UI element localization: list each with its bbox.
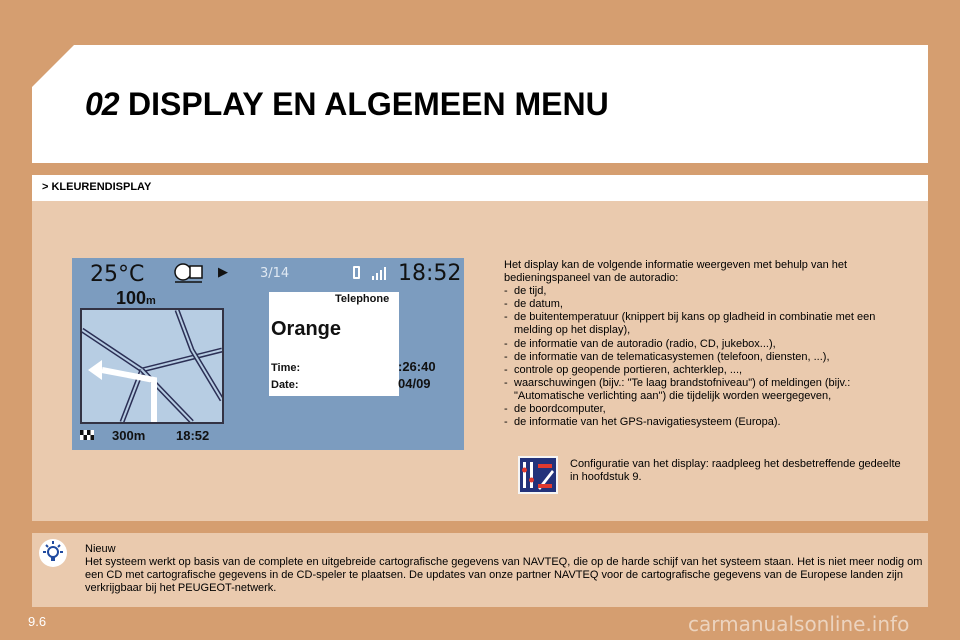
list-item: - de informatie van de autoradio (radio, CD, jukebox...), [504,338,914,351]
signal-bars-icon [372,266,390,280]
list-item: - de tijd, [504,285,914,298]
list-item: - de informatie van de telematicasystemen (telefoon, diensten, ...), [504,351,914,364]
screen-bottom-distance: 300m [112,428,146,443]
settings-icon-graphic [520,458,556,492]
section-label: > KLEURENDISPLAY [42,181,152,193]
list-item: - controle op geopende portieren, achterklep, ..., [504,364,914,377]
list-item: - de buitentemperatuur (knippert bij kans op gladheid in combinatie met een melding op het display), [504,311,914,337]
list-item: - de boordcomputer, [504,403,914,416]
popup-operator: Orange [271,318,342,340]
screen-distance-unit: m [146,295,156,307]
popup-date-label: Date: [271,379,299,391]
chapter-number: 02 [85,86,119,122]
list-item: - waarschuwingen (bijv.: "Te laag brandstofniveau") of meldingen (bijv.: "Automatische verlichting aan") die tijdelijk worden weergegeven, [504,377,914,403]
screen-bottom-time: 18:52 [176,428,210,443]
settings-icon [518,456,558,494]
screen-time-value: :26:40 [398,359,436,374]
map-roads-graphic [82,310,222,422]
screen-clock: 18:52 [398,261,462,286]
lightbulb-icon [38,538,68,568]
note-text [85,543,925,595]
popup-title: Telephone [335,293,390,305]
checkered-flag-icon [80,430,94,440]
description-block [504,259,914,429]
list-item: - de datum, [504,298,914,311]
play-icon: ▶ [218,264,228,279]
screen-map [80,308,224,424]
screen-temperature: 25°C [90,262,145,287]
header-corner-cut [32,45,74,87]
watermark: carmanualsonline.info [688,612,910,636]
chapter-title: DISPLAY EN ALGEMEEN MENU [128,86,609,122]
list-item: - de informatie van het GPS-navigatiesysteem (Europa). [504,416,914,429]
screen-distance-value: 100 [116,288,147,308]
description-list [504,285,914,429]
screen-date-value: 04/09 [398,376,431,391]
note-body: Het systeem werkt op basis van de complete en uitgebreide cartografische gegevens van NAVTEQ, die op de harde schijf van het systeem staan. Het is niet meer nodig om een CD met cartografische gegevens in de CD-speler te plaatsen. De updates van onze partner NAVTEQ voor de cartografische gegevens van de Europese landen zijn verkrijgbaar bij het PEUGEOT-netwerk. [85,555,923,594]
note-title: Nieuw [85,543,116,555]
phone-icon [353,266,360,279]
navigation-icon [172,262,206,284]
description-intro: Het display kan de volgende informatie weergeven met behulp van het bedieningspaneel van de autoradio: [504,259,848,285]
screen-track: 3/14 [260,266,290,281]
color-display-screenshot [72,258,464,450]
config-text: Configuratie van het display: raadpleeg het desbetreffende gedeelte in hoofdstuk 9. [570,458,901,483]
telephone-popup [269,292,399,396]
section-bar [32,175,928,201]
page-number: 9.6 [28,614,47,629]
screen-distance [116,288,156,309]
popup-time-label: Time: [271,362,301,374]
